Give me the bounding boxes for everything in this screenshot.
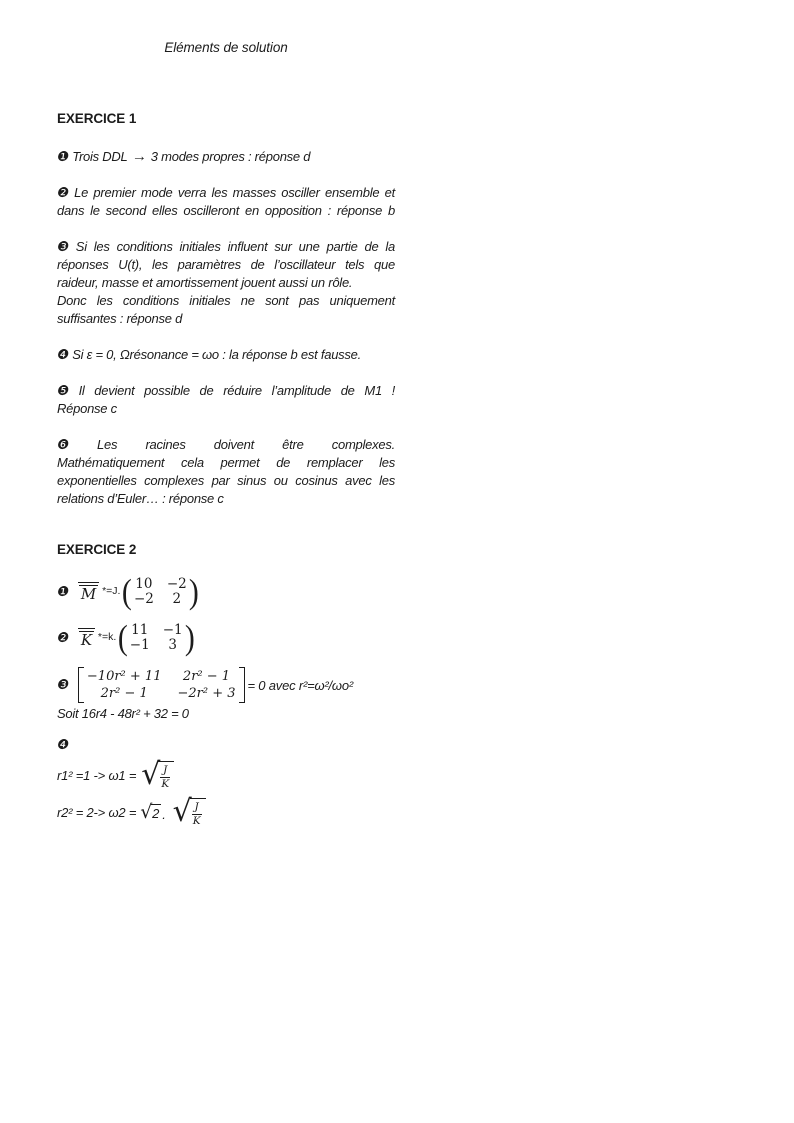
exercise2-heading: EXERCICE 2 [57, 542, 137, 557]
exercise1-heading: EXERCICE 1 [57, 111, 137, 126]
square-root [172, 794, 206, 829]
ex1-item3-line1: Si les conditions initiales influent sur une partie de la [75, 239, 395, 254]
matrix-cells [133, 577, 188, 607]
ex1-item6-line4: relations d’Euler… : réponse c [57, 491, 224, 506]
radical-icon: √ [172, 794, 192, 829]
radicand: 2 [152, 806, 160, 821]
omega2-lhs: r2² = 2-> ω2 = [57, 805, 137, 820]
matrix-cells [87, 667, 236, 703]
stiffness-matrix-symbol: K [80, 631, 92, 649]
matrix-cell: 2r² − 1 [182, 669, 231, 684]
ex1-item6-line2: Mathématiquement cela permet de remplacer les [57, 455, 395, 470]
matrix [117, 618, 195, 657]
radical-icon: √ [141, 757, 161, 792]
fraction-denominator: K [192, 815, 201, 827]
ex2-mass-matrix-equation [55, 572, 395, 611]
ex1-item5-line1: Il devient possible de réduire l’amplitude de M1 ! [78, 383, 395, 398]
ex2-soit-equation: Soit 16r4 - 48r² + 32 = 0 [57, 706, 189, 721]
matrix-cell: −10r² + 11 [86, 669, 162, 684]
ex1-item5 [57, 382, 395, 418]
bullet-2-icon: ❷ [55, 630, 71, 645]
stiffness-matrix-coefficient: *=k. [97, 631, 117, 643]
bullet-4-icon: ❹ [55, 347, 71, 362]
ex2-stiffness-matrix-equation [55, 618, 395, 657]
ex2-determinant-equation [57, 667, 395, 703]
matrix-cell: −1 [129, 637, 150, 653]
bullet-1-icon: ❶ [55, 149, 71, 164]
matrix-cell: −1 [162, 622, 183, 638]
omega1-lhs: r1² =1 -> ω1 = [57, 768, 137, 783]
fraction [192, 802, 202, 827]
bracket-matrix [78, 667, 245, 703]
fraction [160, 765, 170, 790]
left-paren: ( [118, 618, 128, 657]
left-bracket [78, 667, 84, 703]
double-overline [78, 582, 99, 602]
ex1-item5-line2: Réponse c [57, 401, 117, 416]
ex1-item2 [57, 184, 395, 220]
right-bracket [239, 667, 245, 703]
ex1-item2-line2: dans le second elles oscilleront en opposition : réponse b [57, 203, 395, 218]
matrix [121, 572, 199, 611]
ex2-item4-marker-line [57, 737, 395, 753]
mass-matrix-coefficient: *=J. [102, 585, 121, 597]
ex1-item2-line1: Le premier mode verra les masses osciller ensemble et [74, 185, 395, 200]
ex2-omega1-equation [57, 757, 395, 792]
radicand [190, 798, 206, 827]
ex1-item3-line5: suffisantes : réponse d [57, 311, 183, 326]
right-paren: ) [188, 572, 199, 611]
ex1-item3-line3: raideur, masse et amortissement jouent aussi un rôle. [57, 275, 353, 290]
fraction-denominator: K [161, 778, 169, 790]
radicand [158, 761, 174, 790]
bullet-3-icon: ❸ [55, 239, 71, 254]
radical-icon: √ [140, 801, 153, 823]
paragraph-line [57, 238, 395, 256]
matrix-cell: 2r² − 1 [100, 686, 148, 701]
square-root [141, 757, 174, 792]
matrix-cell: 10 [135, 576, 153, 592]
matrix-cell: 11 [131, 622, 149, 638]
bullet-6-icon: ❻ [55, 437, 71, 452]
double-overline [78, 628, 95, 648]
fraction-numerator: J [160, 765, 170, 778]
document-title: Eléments de solution [164, 40, 288, 55]
bullet-1-icon: ❶ [55, 584, 71, 599]
ex1-item3-line2: réponses U(t), les paramètres de l’oscillateur tels que [57, 257, 395, 272]
bullet-3-icon: ❸ [55, 677, 71, 692]
matrix-cell: 2 [172, 591, 182, 607]
left-paren: ( [122, 572, 133, 611]
ex1-item3-line4: Donc les conditions initiales ne sont pas uniquement [57, 293, 395, 308]
bullet-4-icon: ❹ [55, 737, 71, 752]
ex1-item6-line3: exponentielles complexes par sinus ou cosinus avec les [57, 473, 395, 488]
fraction-numerator: J [192, 802, 202, 815]
right-paren: ) [184, 618, 195, 657]
ex1-item3 [57, 238, 395, 328]
matrix-cell: −2r² + 3 [177, 686, 236, 701]
matrix-cell: −2 [133, 591, 154, 607]
bullet-2-icon: ❷ [55, 185, 71, 200]
matrix-cells [129, 623, 184, 653]
ex1-item4 [57, 346, 395, 364]
ex1-item1-text-before: Trois DDL [72, 149, 128, 164]
square-root-of-2 [140, 801, 161, 823]
matrix-cell: −2 [166, 576, 187, 592]
ex1-item6 [57, 436, 395, 508]
ex2-omega2-equation [57, 794, 395, 829]
matrix-cell: 3 [168, 637, 177, 653]
ex1-item6-line1: Les racines doivent être complexes. [97, 437, 395, 452]
multiplication-dot: . [162, 807, 166, 822]
ex1-item1 [57, 148, 395, 166]
mass-matrix-symbol: M [80, 585, 97, 603]
right-arrow-icon: → [130, 148, 148, 165]
ex1-item1-text-after: 3 modes propres : réponse d [150, 149, 311, 164]
paragraph-line [57, 436, 395, 454]
ex1-item4-text: Si ε = 0, Ωrésonance = ωo : la réponse b est fausse. [72, 347, 362, 362]
paragraph-line [57, 184, 395, 202]
paragraph-line [57, 382, 395, 400]
content-column [57, 40, 395, 827]
determinant-rhs: = 0 avec r²=ω²/ωo² [247, 677, 354, 693]
bullet-5-icon: ❺ [55, 383, 71, 398]
